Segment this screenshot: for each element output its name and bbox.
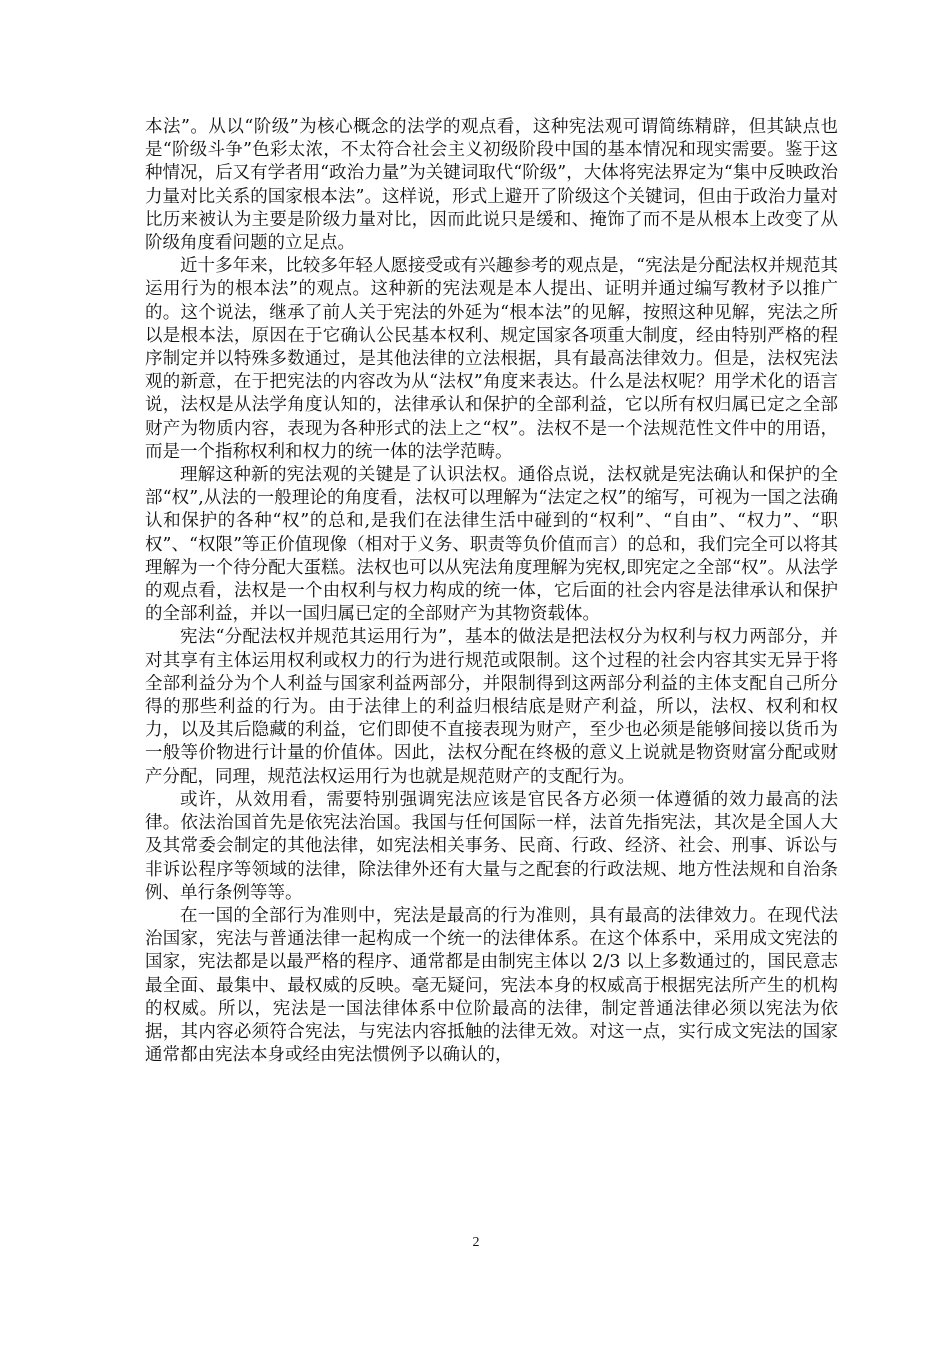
paragraph: 在一国的全部行为准则中，宪法是最高的行为准则，具有最高的法律效力。在现代法治国家，宪法与普通法律一起构成一个统一的法律体系。在这个体系中，采用成文宪法的国家，宪法都是以最严格的程序、通常都是由制宪主体以 2/3 以上多数通过的，国民意志最全面、最集中、最权威的反映。毫无疑问，宪法本身的权威高于根据宪法所产生的机构的权威。所以，宪法是一国法律体系中位阶最高的法律，制定普通法律必须以宪法为依据，其内容必须符合宪法，与宪法内容抵触的法律无效。对这一点，实行成文宪法的国家通常都由宪法本身或经由宪法惯例予以确认的，: [145, 905, 838, 1066]
paragraph: 或许，从效用看，需要特别强调宪法应该是官民各方必须一体遵循的效力最高的法律。依法治国首先是依宪法治国。我国与任何国际一样，法首先指宪法，其次是全国人大及其常委会制定的其他法律，如宪法相关事务、民商、行政、经济、社会、刑事、诉讼与非诉讼程序等领域的法律，除法律外还有大量与之配套的行政法规、地方性法规和自治条例、单行条例等等。: [145, 789, 838, 903]
paragraph: 理解这种新的宪法观的关键是了认识法权。通俗点说，法权就是宪法确认和保护的全部“权”,从法的一般理论的角度看，法权可以理解为“法定之权”的缩写，可视为一国之法确认和保护的各种“权”的总和,是我们在法律生活中碰到的“权利”、“自由”、“权力”、“职权”、“权限”等正价值现像（相对于义务、职责等负价值而言）的总和，我们完全可以将其理解为一个待分配大蛋糕。法权也可以从宪法角度理解为宪权,即宪定之全部“权”。从法学的观点看，法权是一个由权利与权力构成的统一体，它后面的社会内容是法律承认和保护的全部利益，并以一国归属已定的全部财产为其物资载体。: [145, 465, 838, 625]
paragraph: 近十多年来，比较多年轻人愿接受或有兴趣参考的观点是，“宪法是分配法权并规范其运用行为的根本法”的观点。这种新的宪法观是本人提出、证明并通过编写教材予以推广的。这个说法，继承了前人关于宪法的外延为“根本法”的见解，按照这种见解，宪法之所以是根本法，原因在于它确认公民基本权利、规定国家各项重大制度，经由特别严格的程序制定并以特殊多数通过，是其他法律的立法根据，具有最高法律效力。但是，法权宪法观的新意，在于把宪法的内容改为从“法权”角度来表达。什么是法权呢？用学术化的语言说，法权是从法学角度认知的，法律承认和保护的全部利益，它以所有权归属已定之全部财产为物质内容，表现为各种形式的法上之“权”。法权不是一个法规范性文件中的用语，而是一个指称权利和权力的统一体的法学范畴。: [145, 256, 838, 462]
paragraph-continuation: 本法”。从以“阶级”为核心概念的法学的观点看，这种宪法观可谓简练精辟，但其缺点也是“阶级斗争”色彩太浓，不太符合社会主义初级阶段中国的基本情况和现实需要。鉴于这种情况，后又有学者用“政治力量”为关键词取代“阶级”，大体将宪法界定为“集中反映政治力量对比关系的国家根本法”。这样说，形式上避开了阶级这个关键词，但由于政治力量对比历来被认为主要是阶级力量对比，因而此说只是缓和、掩饰了而不是从根本上改变了从阶级角度看问题的立足点。: [145, 117, 838, 254]
paragraph: 宪法“分配法权并规范其运用行为”，基本的做法是把法权分为权利与权力两部分，并对其享有主体运用权利或权力的行为进行规范或限制。这个过程的社会内容其实无异于将全部利益分为个人利益与国家利益两部分，并限制得到这两部分利益的主体支配自己所分得的那些利益的行为。由于法律上的利益归根结底是财产利益，所以，法权、权利和权力，以及其后隐藏的利益，它们即使不直接表现为财产，至少也必须是能够间接以货币为一般等价物进行计量的价值体。因此，法权分配在终极的意义上说就是物资财富分配或财产分配，同理，规范法权运用行为也就是规范财产的支配行为。: [145, 627, 838, 787]
body-text: [145, 116, 838, 1067]
page-number: 2: [472, 1235, 480, 1250]
